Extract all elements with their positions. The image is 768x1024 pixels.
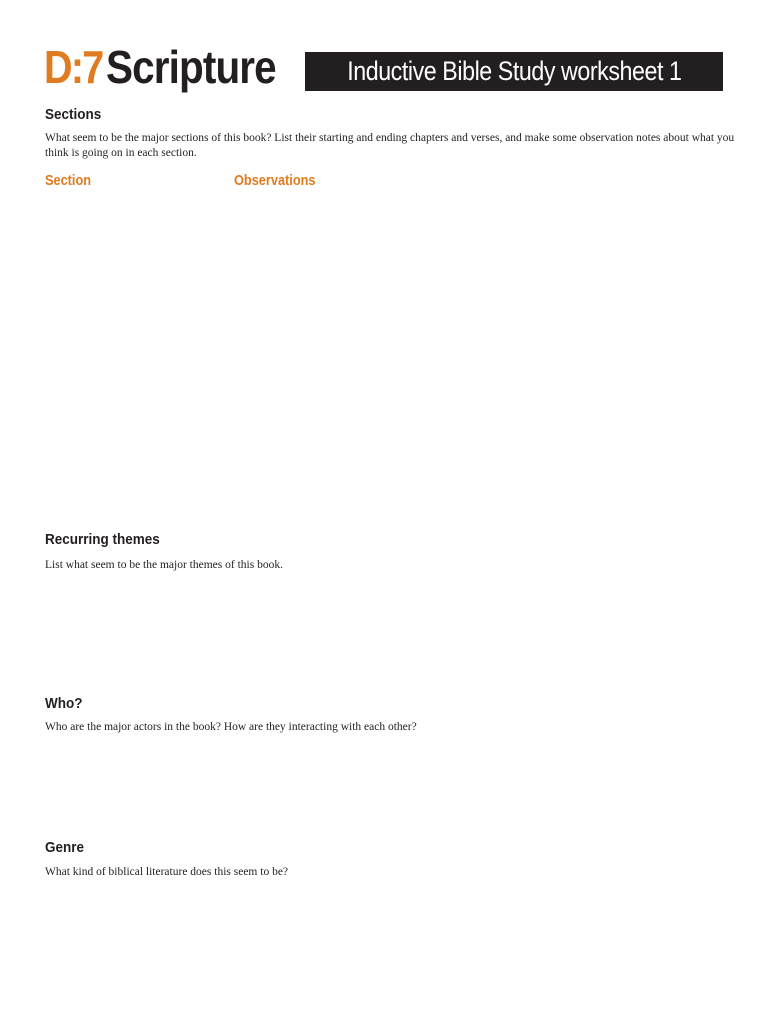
genre-heading: Genre — [45, 839, 85, 856]
who-heading: Who? — [45, 695, 83, 712]
themes-prompt: List what seem to be the major themes of this book. — [45, 559, 283, 571]
logo-word: Scripture — [106, 41, 276, 93]
genre-prompt: What kind of biblical literature does this seem to be? — [45, 866, 289, 878]
sections-heading: Sections — [45, 106, 102, 123]
worksheet-title-bar — [305, 52, 723, 91]
logo — [44, 40, 299, 100]
who-prompt: Who are the major actors in the book? How are they interacting with each other? — [45, 721, 417, 733]
worksheet-title: Inductive Bible Study worksheet 1 — [346, 56, 682, 86]
themes-heading: Recurring themes — [45, 531, 160, 548]
sections-prompt: What seem to be the major sections of this book? List their starting and ending chapters and verses, and make some observation notes about what you think is going on in each section. — [45, 132, 735, 159]
observations-column-label: Observations — [234, 172, 316, 189]
logo-mark: D:7 — [44, 41, 103, 93]
section-column-label: Section — [45, 172, 92, 189]
